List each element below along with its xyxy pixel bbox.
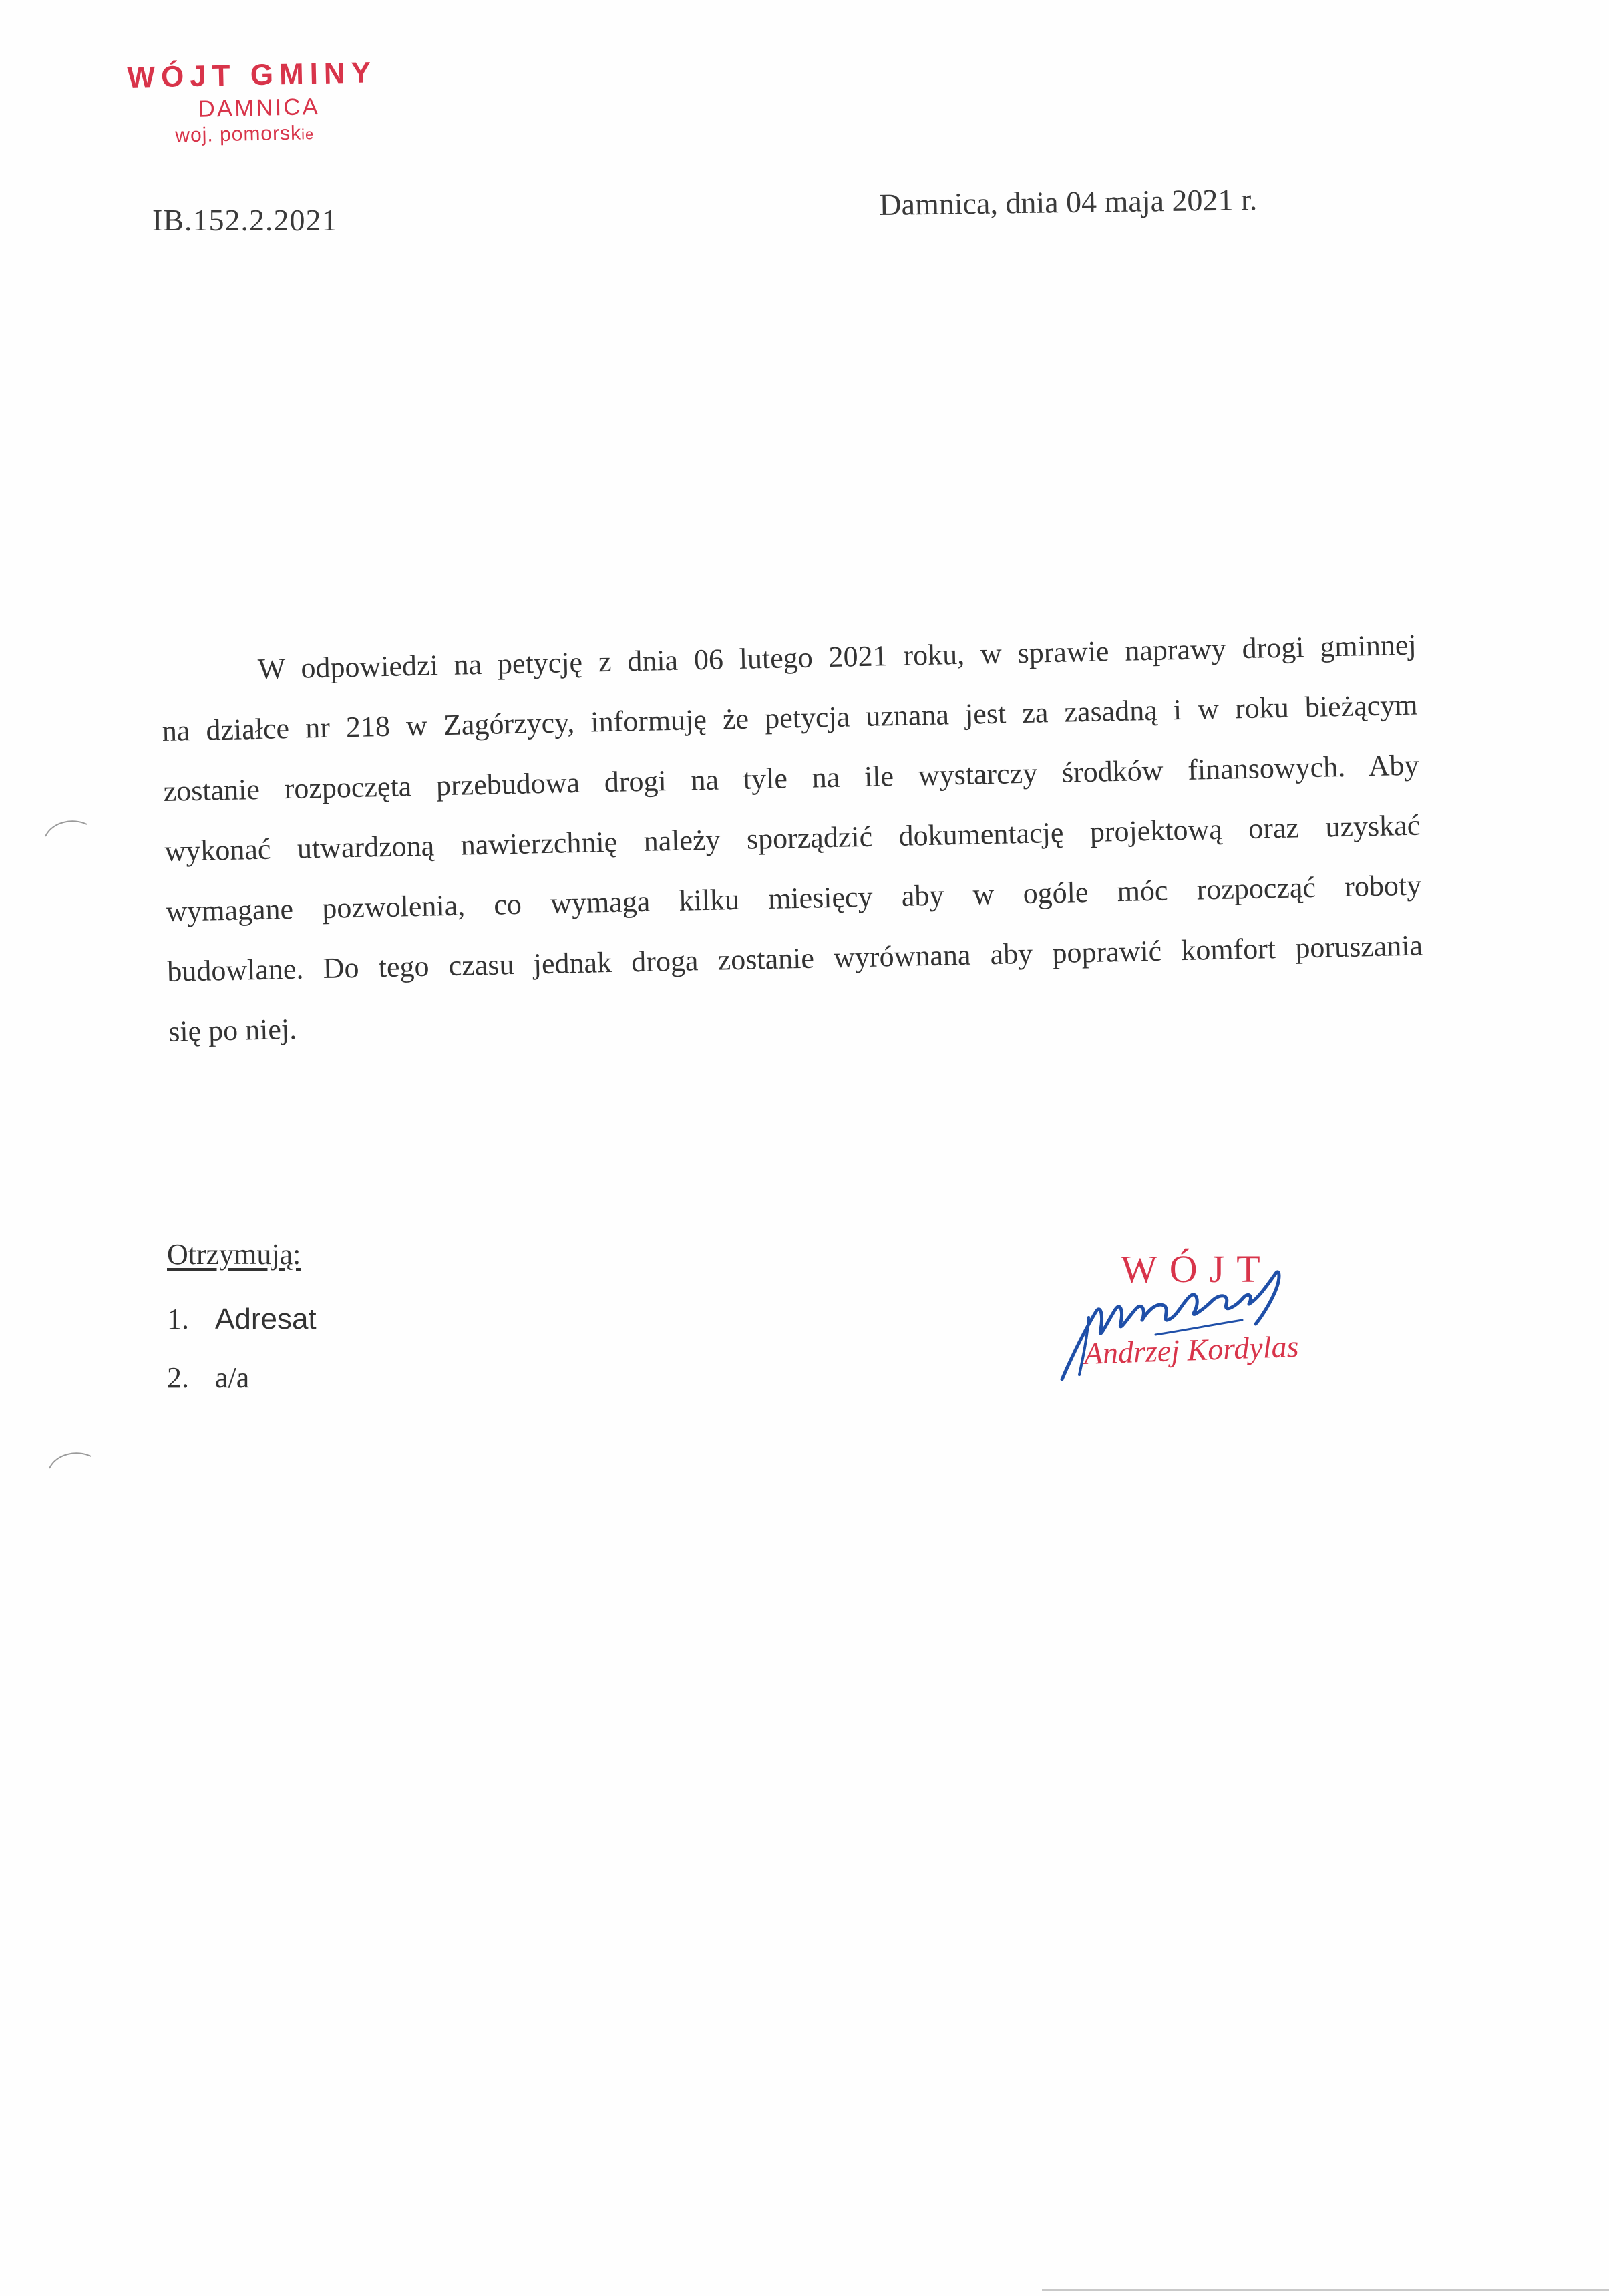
body-line: wykonać utwardzoną nawierzchnię należy sporządzić dokumentację projektową oraz uzyskać [164,808,1421,868]
stamp-line-voivodeship-main: woj. pomorsk [174,122,302,147]
body-line: na działce nr 218 w Zagórzycy, informuję że petycja uznana jest za zasadną i w roku bieżącym [162,688,1418,748]
recipient-item [167,1290,317,1349]
recipient-item [167,1349,317,1408]
office-stamp [127,55,409,148]
stamp-line-municipality: DAMNICA [198,93,321,122]
body-line: budowlane. Do tego czasu jednak droga zostanie wyrównana aby poprawić komfort poruszania [166,929,1423,988]
scan-edge-divider [1042,2289,1609,2291]
case-number: IB.152.2.2021 [152,203,338,237]
stamp-line-voivodeship-suffix: ie [301,126,315,143]
official-title-stamp: WÓJT [1121,1247,1272,1291]
recipients-heading: Otrzymują: [167,1238,301,1271]
official-name-stamp: Andrzej Kordylas [1083,1329,1300,1371]
stamp-line-office: WÓJT GMINY [127,56,377,94]
recipient-label: a/a [215,1361,250,1394]
punch-hole-mark-icon [43,816,90,839]
recipient-label: Adresat [215,1303,317,1335]
punch-hole-mark-icon [47,1448,94,1471]
recipients-list [167,1290,317,1408]
stamp-line-voivodeship [175,120,409,147]
recipients-section [167,1237,317,1408]
body-line: zostanie rozpoczęta przebudowa drogi na tyle na ile wystarczy środków finansowych. Aby [163,748,1419,808]
body-line: W odpowiedzi na petycję z dnia 06 lutego 2021 roku, w sprawie naprawy drogi gminnej [257,628,1417,685]
letter-body [160,615,1425,1062]
signature-block [1049,1243,1423,1396]
body-line: wymagane pozwolenia, co wymaga kilku miesięcy aby w ogóle móc rozpocząć roboty [165,868,1422,928]
recipient-number: 1. [167,1303,189,1335]
recipient-number: 2. [167,1361,189,1394]
handwritten-signature [1049,1256,1343,1389]
body-line: się po niej. [168,1012,297,1048]
place-and-date: Damnica, dnia 04 maja 2021 r. [879,182,1258,222]
